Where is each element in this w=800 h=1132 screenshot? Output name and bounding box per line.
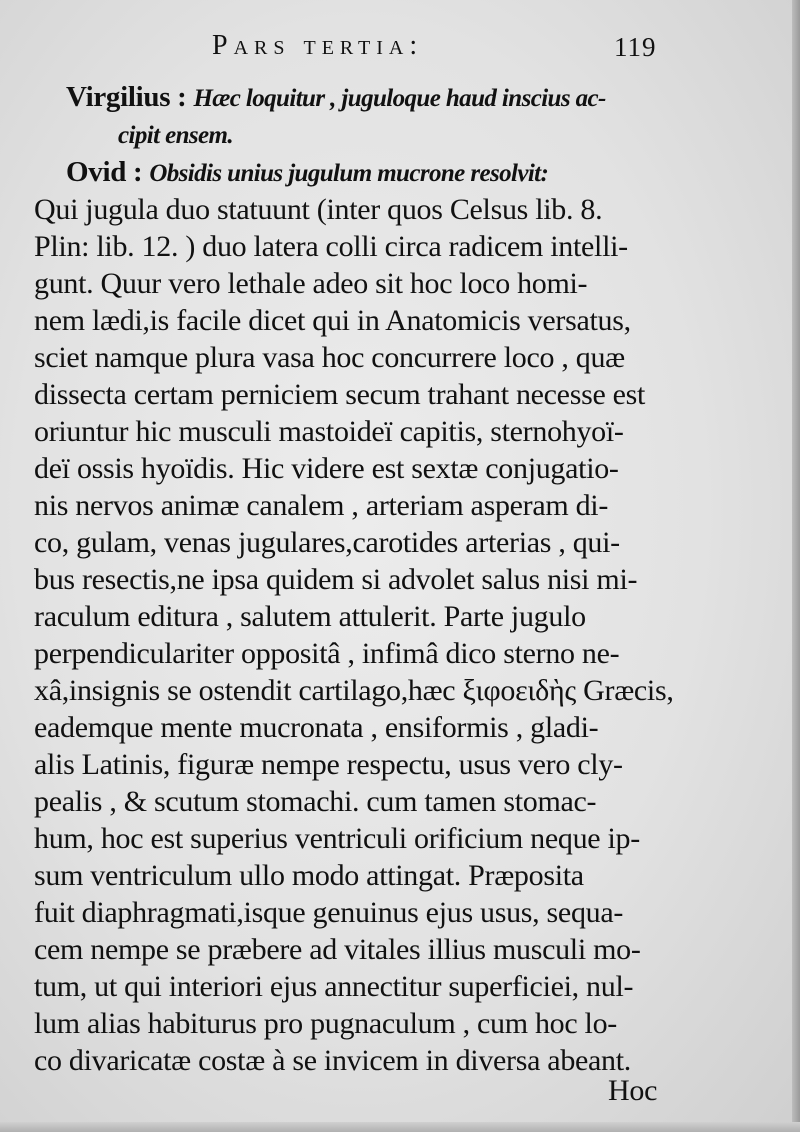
text-line: pealis , & scutum stomachi. cum tamen stomac- bbox=[34, 785, 597, 818]
page-edge bbox=[0, 1122, 800, 1132]
text-line: co, gulam, venas jugulares,carotides arterias , qui- bbox=[34, 526, 620, 559]
text-line bbox=[118, 117, 233, 153]
text-line: gunt. Quur vero lethale adeo sit hoc loco homi- bbox=[34, 267, 588, 300]
text-line: Plin: lib. 12. ) duo latera colli circa radicem intelli- bbox=[34, 230, 628, 263]
text-line: dissecta certam perniciem secum trahant necesse est bbox=[34, 378, 646, 411]
text-line bbox=[66, 155, 548, 191]
running-head: Pars tertia: bbox=[212, 30, 424, 61]
text-line: nis nervos animæ canalem , arteriam asperam di- bbox=[34, 489, 609, 522]
text-line: co divaricatæ costæ à se invicem in diversa abeant. bbox=[34, 1044, 631, 1077]
text-line: xâ,insignis se ostendit cartilago,hæc ξιφοειδὴς Græcis, bbox=[34, 674, 674, 707]
catchword: Hoc bbox=[608, 1074, 658, 1107]
text-line bbox=[66, 80, 606, 116]
text-line: sciet namque plura vasa hoc concurrere loco , quæ bbox=[34, 341, 625, 374]
page-number: 119 bbox=[614, 32, 657, 62]
text-line: nem lædi,is facile dicet qui in Anatomicis versatus, bbox=[34, 304, 631, 337]
quote-text: Hæc loquitur , juguloque haud inscius ac- bbox=[193, 85, 606, 112]
quote-text: Obsidis unius jugulum mucrone resolvit: bbox=[149, 160, 549, 187]
text-line: sum ventriculum ullo modo attingat. Præposita bbox=[34, 859, 584, 892]
text-line: deï ossis hyoïdis. Hic videre est sextæ conjugatio- bbox=[34, 452, 619, 485]
quote-author: Virgilius : bbox=[66, 81, 194, 113]
text-line: tum, ut qui interiori ejus annectitur superficiei, nul- bbox=[34, 970, 634, 1003]
text-line: oriuntur hic musculi mastoideï capitis, sternohyoï- bbox=[34, 415, 624, 448]
text-line: lum alias habiturus pro pugnaculum , cum hoc lo- bbox=[34, 1007, 617, 1040]
text-line: fuit diaphragmati,isque genuinus ejus usus, sequa- bbox=[34, 896, 624, 929]
text-line: raculum editura , salutem attulerit. Parte jugulo bbox=[34, 600, 586, 633]
text-line: hum, hoc est superius ventriculi orificium neque ip- bbox=[34, 822, 640, 855]
text-line: Qui jugula duo statuunt (inter quos Celsus lib. 8. bbox=[34, 193, 603, 226]
text-line: alis Latinis, figuræ nempe respectu, usus vero cly- bbox=[34, 748, 623, 781]
quote-author: Ovid : bbox=[66, 156, 150, 188]
page-edge bbox=[792, 0, 800, 1132]
text-line: eademque mente mucronata , ensiformis , gladi- bbox=[34, 711, 599, 744]
text-line: bus resectis,ne ipsa quidem si advolet salus nisi mi- bbox=[34, 563, 638, 596]
quote-text: cipit ensem. bbox=[118, 122, 234, 149]
text-line: cem nempe se præbere ad vitales illius musculi mo- bbox=[34, 933, 641, 966]
text-line: perpendiculariter oppositâ , infimâ dico sterno ne- bbox=[34, 637, 620, 670]
